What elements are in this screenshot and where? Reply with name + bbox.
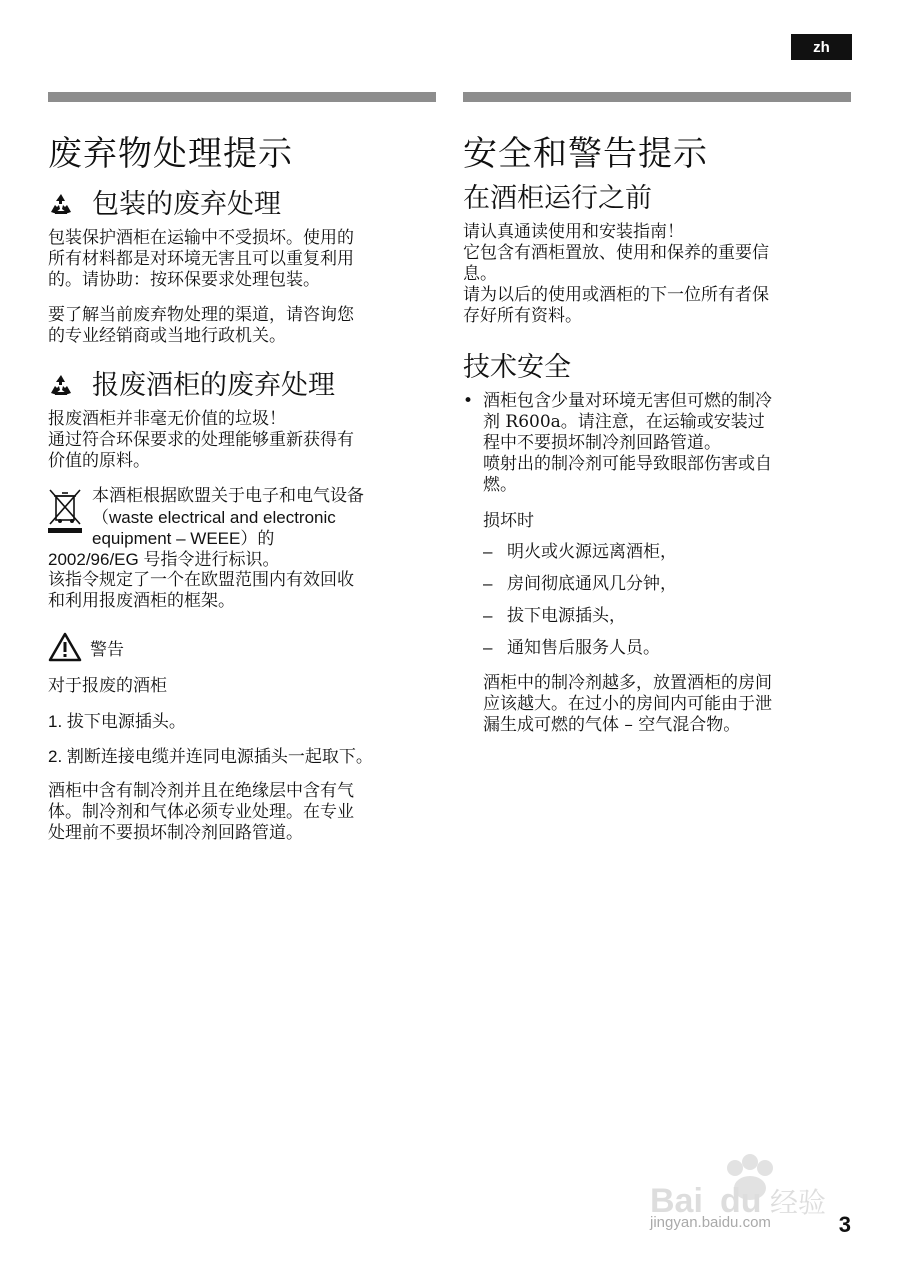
appliance-para-3: [48, 570, 436, 612]
warning-triangle-icon: [48, 632, 82, 662]
text-line: 应该越大。在过小的房间内可能由于泄: [483, 694, 772, 714]
heading-text: 报废酒柜的废弃处理: [92, 370, 335, 401]
text-line: 拔下电源插头，: [507, 606, 626, 626]
heading-packaging-disposal: [48, 188, 436, 222]
text-line: 体。制冷剂和气体必须专业处理。在专业: [48, 802, 354, 822]
text-line: 存好所有资料。: [463, 306, 582, 326]
text-line: 程中不要损坏制冷剂回路管道。: [483, 433, 721, 453]
text-line: 2002/96/EG 号指令进行标识。: [48, 550, 280, 569]
right-column: [463, 92, 851, 736]
appliance-para-1: [48, 409, 436, 472]
recycle-icon: [48, 192, 74, 218]
text-line: （waste electrical and electronic: [92, 508, 336, 527]
page-title-right: 安全和警告提示: [463, 134, 708, 174]
warning-label: 警告: [90, 639, 124, 659]
text-line: 房间彻底通风几分钟，: [507, 574, 677, 594]
text-line: 价值的原料。: [48, 451, 150, 471]
damage-item: [463, 542, 851, 563]
damage-item: [463, 638, 851, 659]
damage-label: 损坏时: [483, 511, 534, 530]
heading-text: 包装的废弃处理: [92, 189, 281, 220]
text-line: 通过符合环保要求的处理能够重新获得有: [48, 430, 354, 450]
warning-intro: 对于报废的酒柜: [48, 676, 167, 696]
weee-notice: [48, 486, 436, 549]
text-line: 燃。: [483, 475, 517, 495]
warning-header: [48, 632, 436, 662]
text-line: 酒柜包含少量对环境无害但可燃的制冷: [483, 391, 772, 411]
text-line: 请为以后的使用或酒柜的下一位所有者保: [463, 285, 769, 305]
text-line: 酒柜中的制冷剂越多，放置酒柜的房间: [483, 673, 772, 693]
damage-item: [463, 606, 851, 627]
text-line: 所有材料都是对环境无害且可以重复利用: [48, 249, 354, 269]
text-line: 和利用报废酒柜的框架。: [48, 591, 235, 611]
text-line: 包装保护酒柜在运输中不受损坏。使用的: [48, 228, 354, 248]
dash-mark: –: [483, 638, 493, 657]
text-line: 请认真通读使用和安装指南！: [463, 222, 684, 242]
heading-appliance-disposal: [48, 369, 436, 403]
text-line: 漏生成可燃的气体 – 空气混合物。: [483, 715, 741, 735]
watermark-url: jingyan.baidu.com: [650, 1214, 771, 1231]
final-para: [463, 673, 851, 736]
section-bar: [463, 92, 851, 102]
text-line: 它包含有酒柜置放、使用和保养的重要信: [463, 243, 769, 263]
before-operation-para: [463, 222, 851, 327]
text-line: 该指令规定了一个在欧盟范围内有效回收: [48, 570, 354, 590]
text-line: 报废酒柜并非毫无价值的垃圾！: [48, 409, 286, 429]
crossed-bin-icon: [48, 488, 82, 534]
packaging-para-2: [48, 305, 436, 347]
text-line: 剂 R600a。请注意，在运输或安装过: [483, 412, 765, 432]
watermark-logo: [640, 1150, 850, 1250]
text-line: equipment – WEEE）的: [92, 529, 275, 548]
language-badge: zh: [791, 34, 852, 60]
warning-step-1: 1. 拔下电源插头。: [48, 712, 186, 731]
recycle-icon: [48, 373, 74, 399]
dash-mark: –: [483, 606, 493, 625]
left-column: [48, 92, 436, 844]
dash-mark: –: [483, 542, 493, 561]
svg-text:Bai: Bai: [650, 1182, 703, 1220]
heading-technical-safety: 技术安全: [463, 352, 571, 383]
text-line: 明火或火源远离酒柜，: [507, 542, 677, 562]
text-line: 的专业经销商或当地行政机关。: [48, 326, 286, 346]
packaging-para-1: [48, 228, 436, 291]
warning-step-2: 2. 割断连接电缆并连同电源插头一起取下。: [48, 747, 373, 766]
text-line: 处理前不要损坏制冷剂回路管道。: [48, 823, 303, 843]
text-line: 的。请协助：按环保要求处理包装。: [48, 270, 320, 290]
text-line: 要了解当前废弃物处理的渠道，请咨询您: [48, 305, 354, 325]
text-line: 酒柜中含有制冷剂并且在绝缘层中含有气: [48, 781, 354, 801]
heading-before-operation: 在酒柜运行之前: [463, 183, 652, 214]
warning-para: [48, 781, 436, 844]
text-line: 本酒柜根据欧盟关于电子和电气设备: [92, 486, 364, 506]
text-line: 息。: [463, 264, 497, 284]
text-line: 通知售后服务人员。: [507, 638, 660, 658]
damage-item: [463, 574, 851, 595]
svg-text:经验: 经验: [770, 1186, 827, 1219]
section-bar: [48, 92, 436, 102]
dash-mark: –: [483, 574, 493, 593]
text-line: 喷射出的制冷剂可能导致眼部伤害或自: [483, 454, 772, 474]
technical-safety-bullet: [463, 391, 851, 496]
page-number: 3: [838, 1212, 851, 1237]
bullet-dot: •: [463, 391, 474, 411]
svg-text:du: du: [720, 1182, 762, 1220]
page-title-left: 废弃物处理提示: [48, 134, 293, 174]
